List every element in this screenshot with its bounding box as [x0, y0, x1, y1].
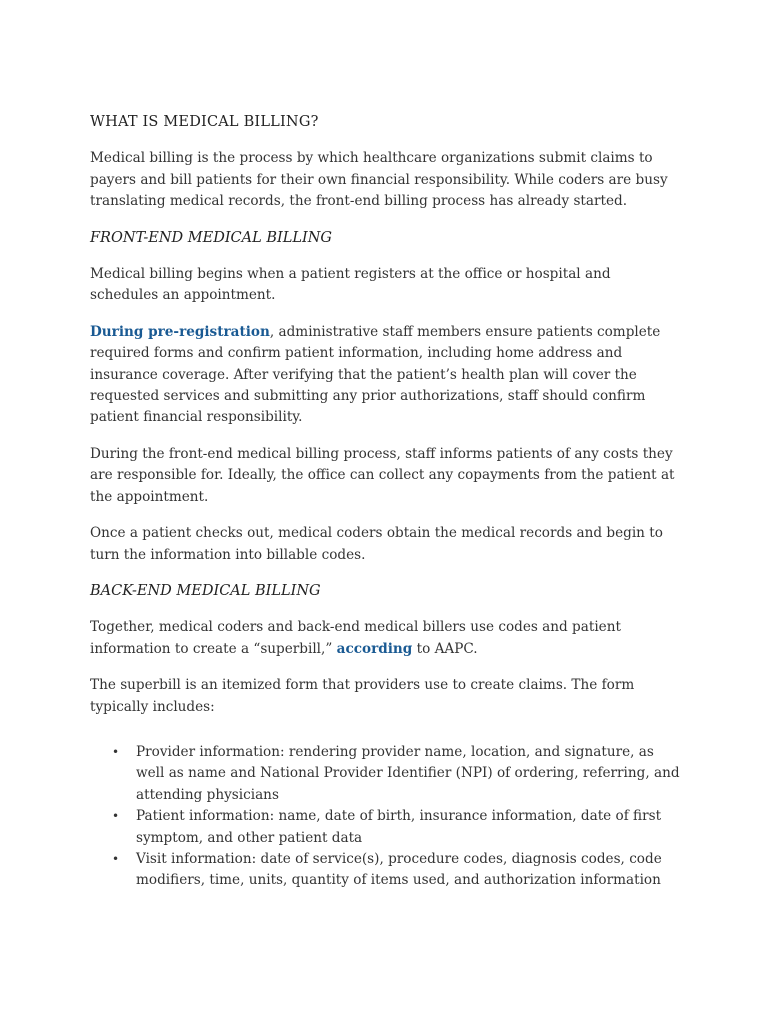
list-item — [112, 742, 680, 806]
list-item-text: Patient information: name, date of birth, insurance information, date of first symptom, and other patient data — [136, 808, 662, 846]
back-end-paragraph-2: The superbill is an itemized form that providers use to create claims. The form typically includes: — [90, 677, 635, 715]
front-end-paragraph-4: Once a patient checks out, medical coders obtain the medical records and begin to turn the information into billable codes. — [90, 525, 663, 563]
front-end-paragraph-1: Medical billing begins when a patient registers at the office or hospital and schedules an appointment. — [90, 266, 611, 304]
front-end-paragraph-2-text: , administrative staff members ensure patients complete required forms and confirm patient information, including home address and insurance coverage. After verifying that the patient’s health plan will cover the requested services and submitting any prior authorizations, staff should confirm patient financial responsibility. — [90, 323, 661, 426]
back-end-paragraph-1 — [90, 617, 680, 660]
bullet-icon: • — [112, 851, 120, 866]
back-end-paragraph-1-end: to AAPC. — [412, 640, 478, 657]
list-item — [112, 806, 680, 849]
list-item-text: Visit information: date of service(s), procedure codes, diagnosis codes, code modifiers, time, units, quantity of items used, and authorization information — [136, 850, 662, 889]
front-end-heading: FRONT-END MEDICAL BILLING — [90, 229, 332, 246]
back-end-paragraph-1-text: Together, medical coders and back-end medical billers use codes and patient information to create a “superbill,” — [90, 619, 626, 657]
bullet-icon: • — [112, 809, 120, 824]
front-end-paragraph-3: During the front-end medical billing process, staff informs patients of any costs they are responsible for. Ideally, the office can collect any copayments from the patient at the appointment. — [90, 445, 675, 505]
bullet-icon: • — [112, 744, 120, 759]
superbill-list — [90, 742, 680, 892]
list-item-text: Provider information: rendering provider name, location, and signature, as well as name and National Provider Identifier (NPI) of ordering, referring, and attending physicians — [136, 743, 680, 803]
page-title: WHAT IS MEDICAL BILLING? — [90, 114, 319, 130]
pre-registration-link[interactable]: During pre-registration — [90, 323, 270, 340]
list-item — [112, 849, 680, 892]
front-end-paragraph-2 — [90, 322, 680, 429]
according-link[interactable]: according — [336, 640, 413, 657]
intro-paragraph: Medical billing is the process by which healthcare organizations submit claims to payers and bill patients for their own financial responsibility. While coders are busy translating medical records, the front-end billing process has already started. — [90, 150, 668, 210]
article-body — [90, 112, 680, 892]
back-end-heading: BACK-END MEDICAL BILLING — [90, 582, 321, 599]
